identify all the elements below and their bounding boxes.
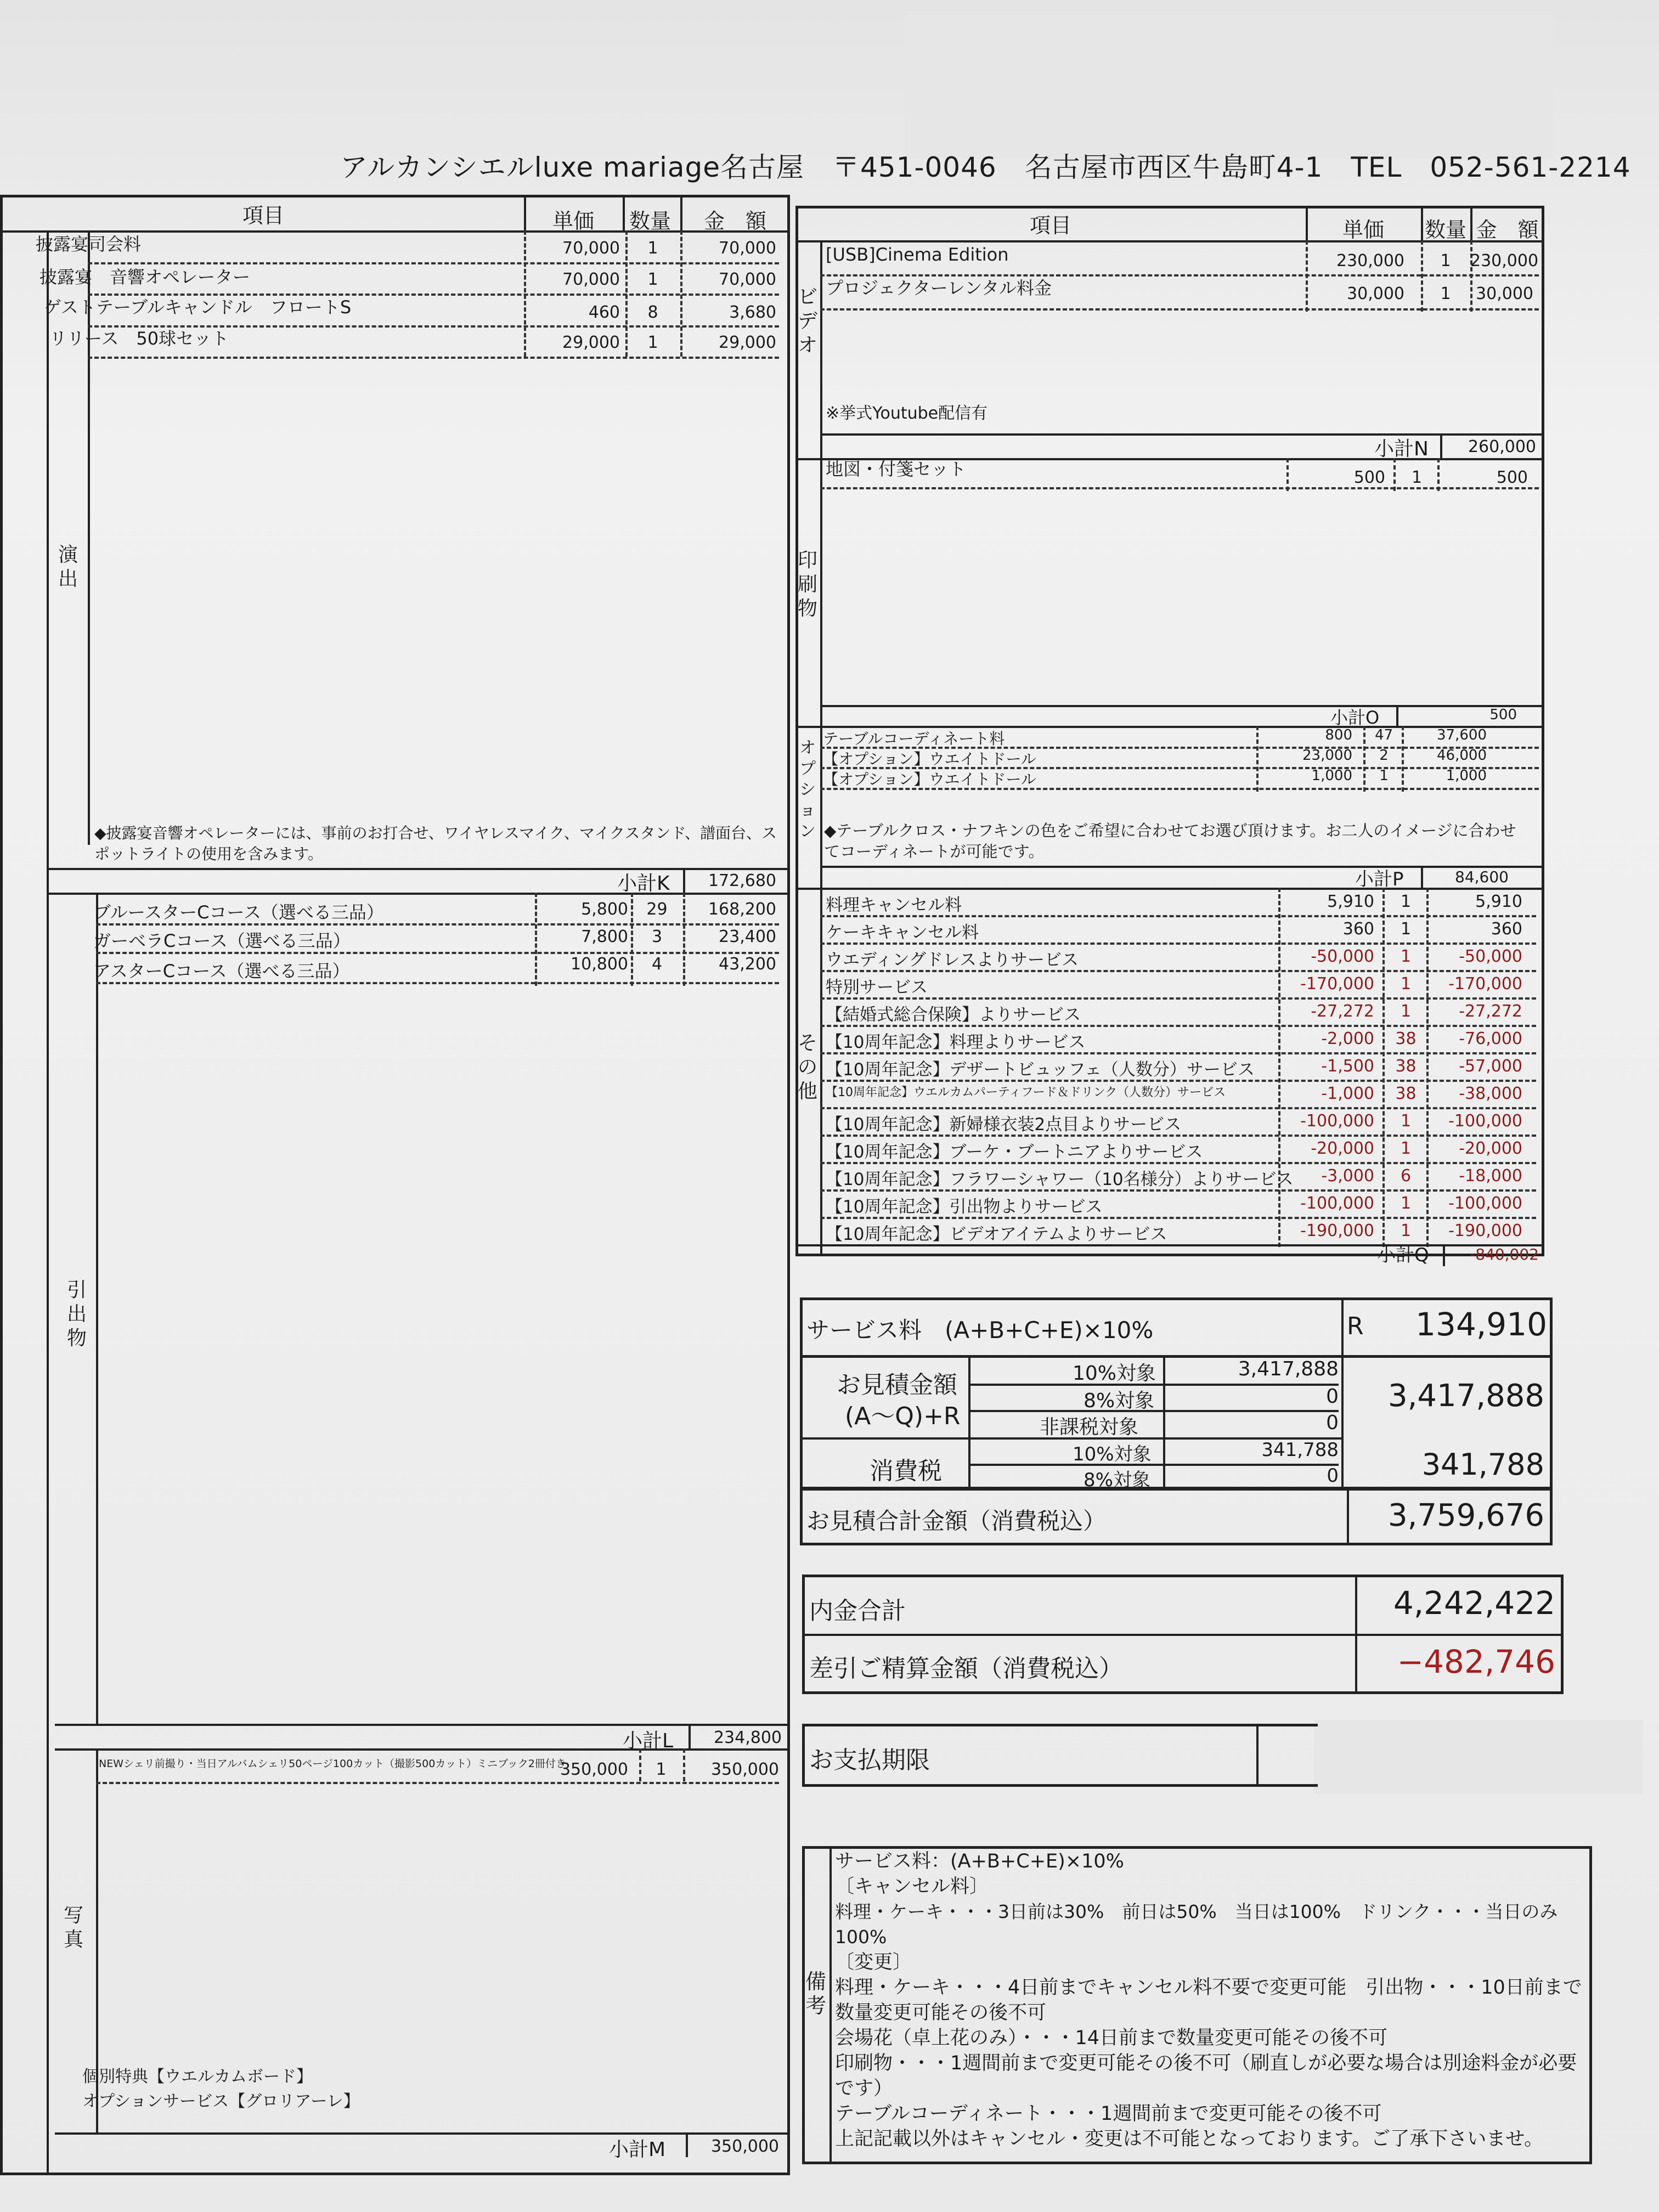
service-code: R xyxy=(1347,1312,1364,1340)
ctax-total: 341,788 xyxy=(1421,1447,1544,1482)
list-item: 【10周年記念】フラワーシャワー（10名様分）よりサービス xyxy=(826,1170,1294,1189)
left-header-amount: 金 額 xyxy=(703,209,766,233)
list-item: 10,800 xyxy=(571,955,628,974)
list-item: 70,000 xyxy=(562,270,620,289)
list-item: 29,000 xyxy=(719,333,776,352)
service-label: サービス料 (A+B+C+E)×10% xyxy=(806,1317,1154,1344)
remark-line: 印刷物・・・1週間前まで変更可能その後不可（刷直しが必要な場合は別途料金が必要です） xyxy=(835,2052,1577,2100)
ctax10-label: 10%対象 xyxy=(1073,1443,1152,1465)
right-header-amount: 金 額 xyxy=(1476,218,1539,242)
section-label-hikidemono: 引出物 xyxy=(66,1279,87,1350)
list-item: 1,000 xyxy=(1311,768,1352,784)
venue-header: アルカンシエルluxe mariage名古屋 〒451-0046 名古屋市西区牛島町4-1 TEL 052-561-2214 xyxy=(340,151,1631,183)
list-item: 1 xyxy=(1400,974,1412,994)
estimate-formula: (A〜Q)+R xyxy=(845,1402,961,1430)
subtotal-m-value: 350,000 xyxy=(710,2137,779,2156)
left-header-price: 単価 xyxy=(552,209,594,233)
settle-value: −482,746 xyxy=(1397,1643,1555,1680)
list-item: 43,200 xyxy=(719,955,776,974)
list-item: 1 xyxy=(1400,1002,1412,1021)
list-item: ブルースターCコース（選べる三品） xyxy=(93,902,384,923)
list-item: 38 xyxy=(1395,1084,1417,1103)
remark-line: 〔変更〕 xyxy=(835,1951,912,1973)
deposit-label: 内金合計 xyxy=(809,1597,906,1625)
list-item: 1 xyxy=(1400,919,1412,939)
list-item: 【10周年記念】ビデオアイテムよりサービス xyxy=(826,1224,1167,1244)
list-item: 地図・付箋セット xyxy=(826,459,967,479)
list-item: アスターCコース（選べる三品） xyxy=(93,961,350,981)
list-item: 7,800 xyxy=(581,927,628,946)
list-item: 500 xyxy=(1353,468,1385,487)
subtotal-n-label: 小計N xyxy=(1374,438,1429,460)
list-item: 【10周年記念】ウエルカムパーティフード＆ドリンク（人数分）サービス xyxy=(826,1086,1226,1099)
list-item: [USB]Cinema Edition xyxy=(826,244,1009,265)
redacted-area-top xyxy=(905,11,1553,159)
list-item: 70,000 xyxy=(562,239,620,258)
option-note: ◆テーブルクロス・ナフキンの色をご希望に合わせてお選び頂けます。お二人のイメージに合わせてコーディネートが可能です。 xyxy=(824,821,1516,861)
list-item: 披露宴 音響オペレーター xyxy=(40,267,251,287)
list-item: 350,000 xyxy=(710,1760,779,1779)
subtotal-q-value: -840,002 xyxy=(1470,1245,1539,1263)
subtotal-o-label: 小計O xyxy=(1330,707,1380,728)
list-item: 1 xyxy=(1440,251,1451,270)
list-item: ウエディングドレスよりサービス xyxy=(826,950,1079,970)
list-item: リリース 50球セット xyxy=(49,328,229,349)
list-item: -50,000 xyxy=(1311,947,1374,966)
list-item: 500 xyxy=(1496,468,1528,487)
list-item: 1 xyxy=(1400,1139,1412,1158)
section-label-option: オプション xyxy=(799,738,816,841)
section-label-enshutsu: 演出 xyxy=(58,544,78,590)
deposit-value: 4,242,422 xyxy=(1393,1584,1555,1622)
list-item: -1,000 xyxy=(1321,1084,1374,1103)
subtotal-p-value: 84,600 xyxy=(1455,868,1509,886)
list-item: 800 xyxy=(1325,727,1352,743)
subtotal-k-label: 小計K xyxy=(617,872,670,895)
list-item: 3,680 xyxy=(729,303,776,322)
remarks-label: 備考 xyxy=(805,1970,826,2018)
list-item: ケーキキャンセル料 xyxy=(826,923,979,943)
list-item: 【10周年記念】ブーケ・ブートニアよりサービス xyxy=(826,1142,1203,1162)
right-header-item: 項目 xyxy=(1029,213,1071,238)
list-item: -170,000 xyxy=(1448,974,1522,994)
list-item: 1 xyxy=(1411,468,1423,487)
remark-line: 料理・ケーキ・・・3日前は30% 前日は50% 当日は100% ドリンク・・・当日のみ100% xyxy=(835,1901,1558,1948)
remark-line: 料理・ケーキ・・・4日前までキャンセル料不要で変更可能 引出物・・・10日前まで数量変更可能その後不可 xyxy=(835,1977,1582,2024)
list-item: 38 xyxy=(1395,1057,1417,1076)
list-item: 46,000 xyxy=(1437,747,1487,764)
due-label: お支払期限 xyxy=(809,1746,930,1774)
section-label-video: ビデオ xyxy=(797,286,817,357)
remark-line: テーブルコーディネート・・・1週間前まで変更可能その後不可 xyxy=(835,2103,1382,2125)
list-item: 29,000 xyxy=(562,333,620,352)
list-item: 70,000 xyxy=(719,239,776,258)
section-label-shashin: 写真 xyxy=(63,1904,83,1951)
list-item: 29 xyxy=(646,900,668,919)
subtotal-q-label: 小計Q xyxy=(1377,1244,1429,1266)
right-header-price: 単価 xyxy=(1342,218,1384,242)
list-item: 1 xyxy=(647,270,658,289)
list-item: 【結婚式総合保険】よりサービス xyxy=(826,1005,1081,1025)
list-item: 230,000 xyxy=(1470,251,1539,270)
subtotal-n-value: 260,000 xyxy=(1468,437,1536,456)
estimate-total: 3,417,888 xyxy=(1387,1378,1544,1414)
section-label-other: その他 xyxy=(797,1032,817,1103)
list-item: 料理キャンセル料 xyxy=(826,895,962,915)
list-item: 2 xyxy=(1379,747,1389,764)
left-header-item: 項目 xyxy=(242,204,284,228)
list-item: -20,000 xyxy=(1459,1139,1522,1158)
list-item: 特別サービス xyxy=(826,978,928,997)
ctax8-value: 0 xyxy=(1327,1465,1339,1487)
nontax-label: 非課税対象 xyxy=(1040,1416,1139,1438)
list-item: ゲストテーブルキャンドル フロートS xyxy=(44,297,352,318)
list-item: テーブルコーディネート料 xyxy=(823,730,1005,748)
list-item: -100,000 xyxy=(1300,1111,1374,1131)
list-item: 披露宴司会料 xyxy=(36,234,142,255)
list-item: 【10周年記念】引出物よりサービス xyxy=(826,1197,1103,1217)
enshutsu-note: ◆披露宴音響オペレーターには、事前のお打合せ、ワイヤレスマイク、マイクスタンド、譜面台、スポットライトの使用を含みます。 xyxy=(94,824,777,863)
shashin-note: オプションサービス【グロリアーレ】 xyxy=(82,2092,360,2111)
section-label-print: 印刷物 xyxy=(797,549,817,620)
list-item: 168,200 xyxy=(708,900,776,919)
list-item: -100,000 xyxy=(1448,1194,1522,1213)
list-item: 1 xyxy=(1400,1194,1412,1213)
list-item: -20,000 xyxy=(1311,1139,1374,1158)
list-item: 1 xyxy=(647,239,658,258)
list-item: 47 xyxy=(1374,727,1393,743)
ctax8-label: 8%対象 xyxy=(1084,1469,1150,1491)
subtotal-o-value: 500 xyxy=(1489,707,1517,723)
list-item: -190,000 xyxy=(1300,1221,1374,1240)
list-item: -38,000 xyxy=(1459,1084,1522,1103)
list-item: -27,272 xyxy=(1311,1002,1374,1021)
estimate-label: お見積金額 xyxy=(837,1371,957,1399)
list-item: プロジェクターレンタル料金 xyxy=(826,278,1052,298)
list-item: 6 xyxy=(1400,1166,1412,1186)
list-item: 1 xyxy=(1379,768,1389,784)
list-item: 【10周年記念】新婦様衣装2点目よりサービス xyxy=(826,1115,1182,1135)
list-item: 1 xyxy=(1440,284,1451,303)
list-item: ガーベラCコース（選べる三品） xyxy=(93,930,351,951)
subtotal-p-label: 小計P xyxy=(1355,868,1404,890)
list-item: 【オプション】ウエイトドール xyxy=(823,750,1036,768)
list-item: -190,000 xyxy=(1448,1221,1522,1240)
list-item: 8 xyxy=(647,303,658,322)
list-item: 360 xyxy=(1491,919,1522,939)
list-item: 1,000 xyxy=(1446,768,1487,784)
list-item: 1 xyxy=(1400,1111,1412,1131)
ctax-label: 消費税 xyxy=(870,1457,942,1485)
subtotal-l-value: 234,800 xyxy=(713,1728,782,1747)
list-item: 3 xyxy=(651,927,663,946)
list-item: 4 xyxy=(651,955,663,974)
list-item: 37,600 xyxy=(1437,727,1487,743)
tax8-value: 0 xyxy=(1326,1385,1339,1408)
list-item: -2,000 xyxy=(1321,1029,1374,1048)
remarks-lines xyxy=(835,1849,1589,2152)
tax10-label: 10%対象 xyxy=(1073,1362,1156,1385)
list-item: 460 xyxy=(588,303,620,322)
list-item: 38 xyxy=(1395,1029,1417,1048)
list-item: -18,000 xyxy=(1459,1166,1522,1186)
remark-line: 上記記載以外はキャンセル・変更は不可能となっております。ご了承下さいませ。 xyxy=(835,2128,1544,2150)
list-item: 1 xyxy=(1400,1221,1412,1240)
list-item: 23,000 xyxy=(1302,747,1352,764)
settle-label: 差引ご精算金額（消費税込） xyxy=(809,1655,1123,1683)
list-item: 30,000 xyxy=(1347,284,1404,303)
list-item: -3,000 xyxy=(1321,1166,1374,1186)
service-value: 134,910 xyxy=(1415,1306,1547,1343)
list-item: 1 xyxy=(1400,892,1412,911)
list-item: 23,400 xyxy=(719,927,776,946)
list-item: -27,272 xyxy=(1459,1002,1522,1021)
list-item: 5,910 xyxy=(1475,892,1522,911)
shashin-note: 個別特典【ウエルカムボード】 xyxy=(82,2067,313,2086)
remark-line: 会場花（卓上花のみ）・・・14日前まで数量変更可能その後不可 xyxy=(835,2027,1388,2049)
list-item: 【オプション】ウエイトドール xyxy=(823,770,1036,788)
remark-line: 〔キャンセル料〕 xyxy=(835,1876,989,1898)
subtotal-m-label: 小計M xyxy=(609,2138,666,2161)
list-item: -100,000 xyxy=(1448,1111,1522,1131)
redacted-area-due xyxy=(1314,1720,1643,1794)
list-item: 230,000 xyxy=(1336,251,1404,270)
remark-line: サービス料：(A+B+C+E)×10% xyxy=(835,1850,1124,1872)
list-item: 360 xyxy=(1342,919,1374,939)
list-item: -57,000 xyxy=(1459,1057,1522,1076)
list-item: 30,000 xyxy=(1476,284,1533,303)
list-item: 5,800 xyxy=(581,900,628,919)
subtotal-l-label: 小計L xyxy=(623,1730,674,1752)
left-table xyxy=(0,195,790,2175)
right-header-qty: 数量 xyxy=(1424,218,1466,242)
list-item: -170,000 xyxy=(1300,974,1374,994)
list-item: -50,000 xyxy=(1459,947,1522,966)
list-item: 350,000 xyxy=(560,1760,628,1779)
list-item: 1 xyxy=(656,1760,667,1779)
list-item: 1 xyxy=(647,333,658,352)
subtotal-k-value: 172,680 xyxy=(708,871,776,890)
grand-value: 3,759,676 xyxy=(1387,1498,1544,1533)
list-item: 70,000 xyxy=(719,270,776,289)
list-item: 【10周年記念】料理よりサービス xyxy=(826,1032,1086,1052)
tax8-label: 8%対象 xyxy=(1084,1390,1155,1412)
list-item: -76,000 xyxy=(1459,1029,1522,1048)
list-item: 5,910 xyxy=(1327,892,1374,911)
nontax-value: 0 xyxy=(1326,1412,1339,1434)
list-item: NEWシェリ前撮り・当日アルバムシェリ50ページ100カット（撮影500カット）ミニブック2冊付き xyxy=(99,1758,566,1770)
list-item: -1,500 xyxy=(1321,1057,1374,1076)
list-item: -100,000 xyxy=(1300,1194,1374,1213)
ctax10-value: 341,788 xyxy=(1261,1439,1339,1461)
tax10-value: 3,417,888 xyxy=(1238,1358,1339,1380)
grand-label: お見積合計金額（消費税込） xyxy=(806,1508,1107,1534)
list-item: 【10周年記念】デザートビュッフェ（人数分）サービス xyxy=(826,1060,1255,1080)
list-item: 1 xyxy=(1400,947,1412,966)
video-note: ※挙式Youtube配信有 xyxy=(826,404,988,423)
left-header-qty: 数量 xyxy=(629,209,671,233)
